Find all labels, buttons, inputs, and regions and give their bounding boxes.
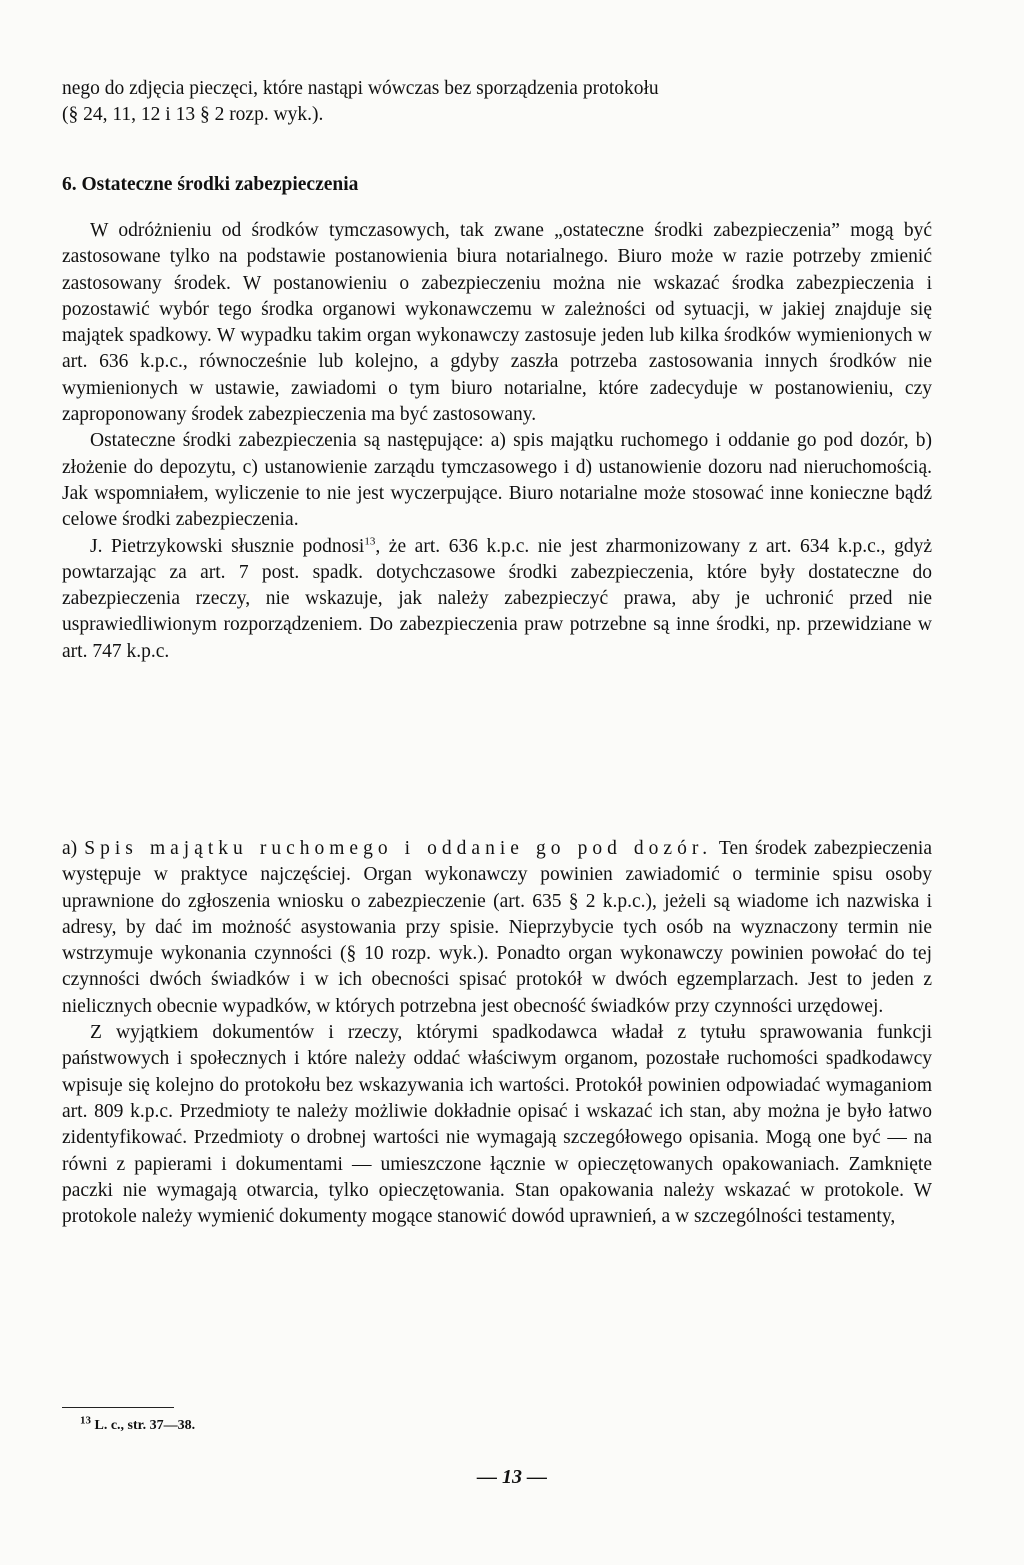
- section-paragraph-2: Ostateczne środki zabezpieczenia są następujące: a) spis majątku ruchomego i oddanie go pod dozór, b) złożenie do depozytu, c) ustanowienie zarządu tymczasowego i d) ustanowienie dozoru nad nieruchomością. Jak wspomniałem, wyliczenie to nie jest wyczerpujące. Biuro notarialne może stosować inne konieczne bądź celowe środki zabezpieczenia.: [62, 430, 932, 531]
- footnote-mark: 13: [80, 1414, 91, 1427]
- paragraph-3-rest: , że art. 636 k.p.c. nie jest zharmonizowany z art. 634 k.p.c., gdyż powtarzając za art. 7 post. spadk. dotychczasowe środki zabezpieczenia, które były dostateczne do zabezpieczenia rzeczy, nie wskazuje, jak należy zabezpieczyć prawa, aby je uchronić przed nie usprawiedliwionym rozporządzeniem. Do zabezpieczenia praw potrzebne są inne środki, np. przewidziane w art. 747 k.p.c.: [62, 535, 932, 662]
- section-paragraph-3: [62, 534, 932, 665]
- footnote-rule: [62, 1407, 174, 1408]
- paragraph-3-start: J. Pietrzykowski słusznie podnosi: [90, 535, 365, 557]
- subsection-paragraph-1: [62, 836, 932, 1020]
- section-6: [62, 172, 932, 665]
- subsection-title: Spis majątku ruchomego i oddanie go pod dozór.: [84, 838, 713, 859]
- subsection-body-1: Ten środek zabezpieczenia występuje w praktyce najczęściej. Organ wykonawczy powinien zawiadomić o terminie spisu osoby uprawnione do zgłoszenia wniosku o zabezpieczenie (art. 635 § 2 k.p.c.), jeżeli są wiadome ich nazwiska i adresy, by dać im możność asystowania przy spisie. Nieprzybycie tych osób na wyznaczony termin nie wstrzymuje wykonania czynności (§ 10 rozp. wyk.). Ponadto organ wykonawczy powinien powołać do tej czynności dwóch świadków i w ich obecności spisać protokół w dwóch egzemplarzach. Jest to jeden z nielicznych obecnie wypadków, w których potrzebna jest obecność świadków przy czynności urzędowej.: [62, 838, 932, 1017]
- footnote: [80, 1414, 196, 1434]
- page-number: — 13 —: [477, 1466, 547, 1488]
- continuation-text: [62, 76, 932, 129]
- subsection-a: [62, 836, 932, 1230]
- subsection-label: a): [62, 838, 78, 859]
- footnote-reference: 13: [364, 535, 376, 548]
- subsection-paragraph-2: Z wyjątkiem dokumentów i rzeczy, którymi spadkodawca władał z tytułu sprawowania funkcji państwowych i społecznych i które należy oddać właściwym organom, pozostałe ruchomości spadkodawcy wpisuje się kolejno do protokołu bez wskazywania ich wartości. Protokół powinien odpowiadać wymaganiom art. 809 k.p.c. Przedmioty te należy możliwie dokładnie opisać i wskazać ich stan, aby można je było łatwo zidentyfikować. Przedmioty o drobnej wartości nie wymagają szczegółowego opisania. Mogą one być — na równi z papierami i dokumentami — umieszczone łącznie w opieczętowanych opakowaniach. Zamknięte paczki nie wymagają otwarcia, tylko opieczętowania. Stan opakowania należy wskazać w protokole. W protokole należy wymienić dokumenty mogące stanowić dowód uprawnień, a w szczególności testamenty,: [62, 1022, 932, 1228]
- continuation-line-1: nego do zdjęcia pieczęci, które nastąpi wówczas bez sporządzenia protokołu: [62, 78, 659, 99]
- continuation-line-2: (§ 24, 11, 12 i 13 § 2 rozp. wyk.).: [62, 104, 324, 126]
- section-paragraph-1: W odróżnieniu od środków tymczasowych, tak zwane „ostateczne środki zabezpieczenia” mogą być zastosowane tylko na podstawie postanowienia biura notarialnego. Biuro może w razie potrzeby zmienić zastosowany środek. W postanowieniu o zabezpieczeniu można nie wskazać środka zabezpieczenia i pozostawić wybór tego środka organowi wykonawczemu w zależności od sytuacji, w jakiej znajduje się majątek spadkowy. W wypadku takim organ wykonawczy zastosuje jeden lub kilka środków wymienionych w art. 636 k.p.c., równocześnie lub kolejno, a gdyby zaszła potrzeba zastosowania innych środków nie wymienionych w ustawie, zawiadomi o tym biuro notarialne, które zadecyduje w postanowieniu, czy zaproponowany środek zabezpieczenia ma być zastosowany.: [62, 220, 932, 426]
- footnote-text: L. c., str. 37—38.: [94, 1418, 196, 1433]
- section-heading: 6. Ostateczne środki zabezpieczenia: [62, 174, 359, 195]
